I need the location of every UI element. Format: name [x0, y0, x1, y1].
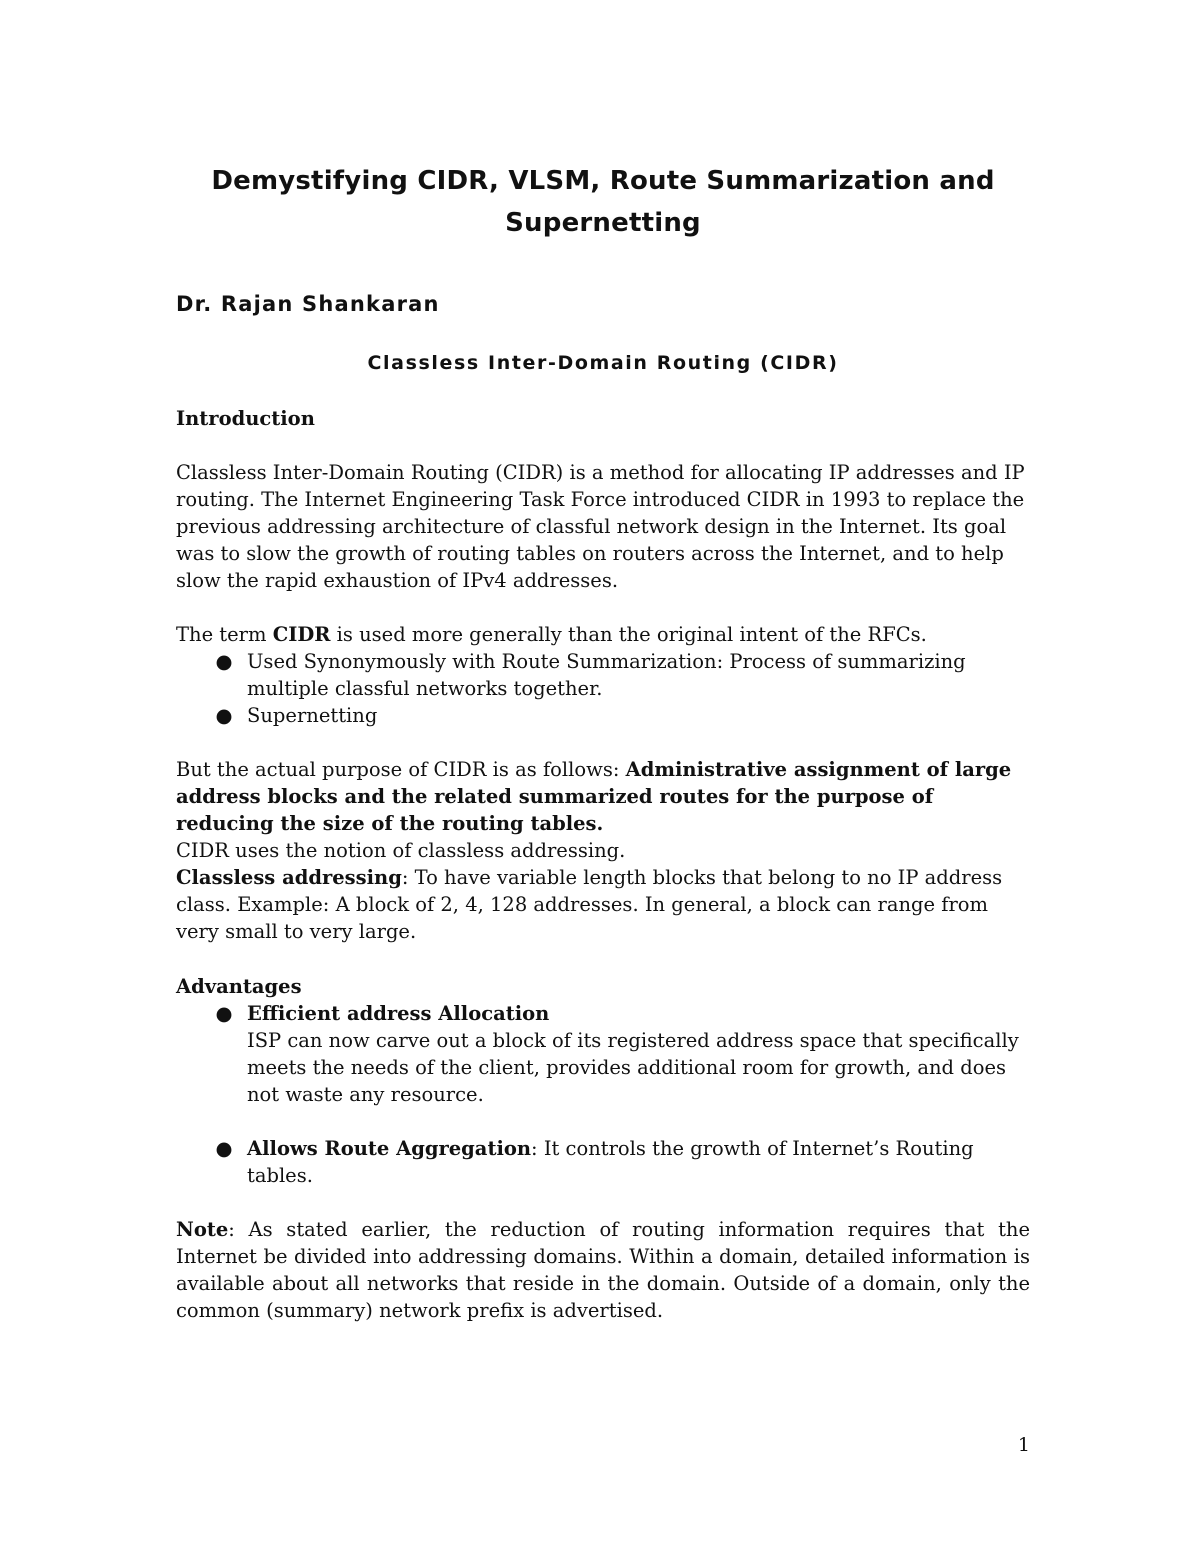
- page-number: 1: [1017, 1434, 1030, 1456]
- advantage-text: ISP can now carve out a block of its registered address space that specifically meets the needs of the client, provides additional room for growth, and does not waste any resource.: [247, 1029, 1019, 1106]
- purpose-paragraph: [176, 756, 1030, 837]
- classless-paragraph: [176, 864, 1030, 945]
- introduction-paragraph: Classless Inter-Domain Routing (CIDR) is a method for allocating IP addresses and IP routing. The Internet Engineering Task Force introduced CIDR in 1993 to replace the previous addressing architecture of classful network design in the Internet. Its goal was to slow the growth of routing tables on routers across the Internet, and to help slow the rapid exhaustion of IPv4 addresses.: [176, 461, 1025, 592]
- introduction-heading: Introduction: [176, 407, 315, 430]
- title-line-2: Supernetting: [505, 208, 701, 238]
- term-prefix: The term: [176, 623, 273, 646]
- title-line-1: Demystifying CIDR, VLSM, Route Summarization and: [211, 166, 995, 196]
- bullet-icon: ●: [215, 1137, 233, 1160]
- term-bold: CIDR: [272, 623, 331, 646]
- list-item: [176, 1135, 1030, 1189]
- note-bold: Note: [176, 1218, 229, 1241]
- page-content: [176, 160, 1030, 1324]
- term-bullet-list: [176, 648, 1030, 729]
- term-suffix: is used more generally than the original intent of the RFCs.: [330, 623, 927, 646]
- list-item-text: Supernetting: [247, 704, 378, 727]
- notion-paragraph: CIDR uses the notion of classless addressing.: [176, 839, 626, 862]
- bullet-icon: ●: [215, 650, 233, 673]
- list-item: [176, 702, 1030, 729]
- list-item: [176, 648, 1030, 702]
- term-paragraph: [176, 621, 1030, 648]
- list-item-text: Used Synonymously with Route Summarization: Process of summarizing multiple classful networks together.: [247, 650, 966, 700]
- advantage-title: Efficient address Allocation: [247, 1002, 550, 1025]
- bullet-icon: ●: [215, 704, 233, 727]
- advantages-list: [176, 1000, 1030, 1189]
- advantage-text: : It controls the growth of Internet’s Routing tables.: [247, 1137, 974, 1187]
- author-name: Dr. Rajan Shankaran: [176, 292, 440, 316]
- classless-text: : To have variable length blocks that belong to no IP address class. Example: A block of 2, 4, 128 addresses. In general, a block can range from very small to very large.: [176, 866, 1003, 943]
- document-title: [176, 160, 1030, 244]
- classless-bold: Classless addressing: [176, 866, 402, 889]
- purpose-bold: Administrative assignment of large address blocks and the related summarized routes for the purpose of reducing the size of the routing tables.: [176, 758, 1012, 835]
- list-item: [176, 1000, 1030, 1108]
- note-paragraph: [176, 1216, 1030, 1324]
- bullet-icon: ●: [215, 1002, 233, 1025]
- note-text: : As stated earlier, the reduction of routing information requires that the Internet be divided into addressing domains. Within a domain, detailed information is available about all networks that reside in the domain. Outside of a domain, only the common (summary) network prefix is advertised.: [176, 1218, 1030, 1322]
- purpose-prefix: But the actual purpose of CIDR is as follows:: [176, 758, 626, 781]
- section-heading: Classless Inter-Domain Routing (CIDR): [367, 352, 839, 374]
- advantage-title: Allows Route Aggregation: [247, 1137, 532, 1160]
- advantages-heading: Advantages: [176, 975, 302, 998]
